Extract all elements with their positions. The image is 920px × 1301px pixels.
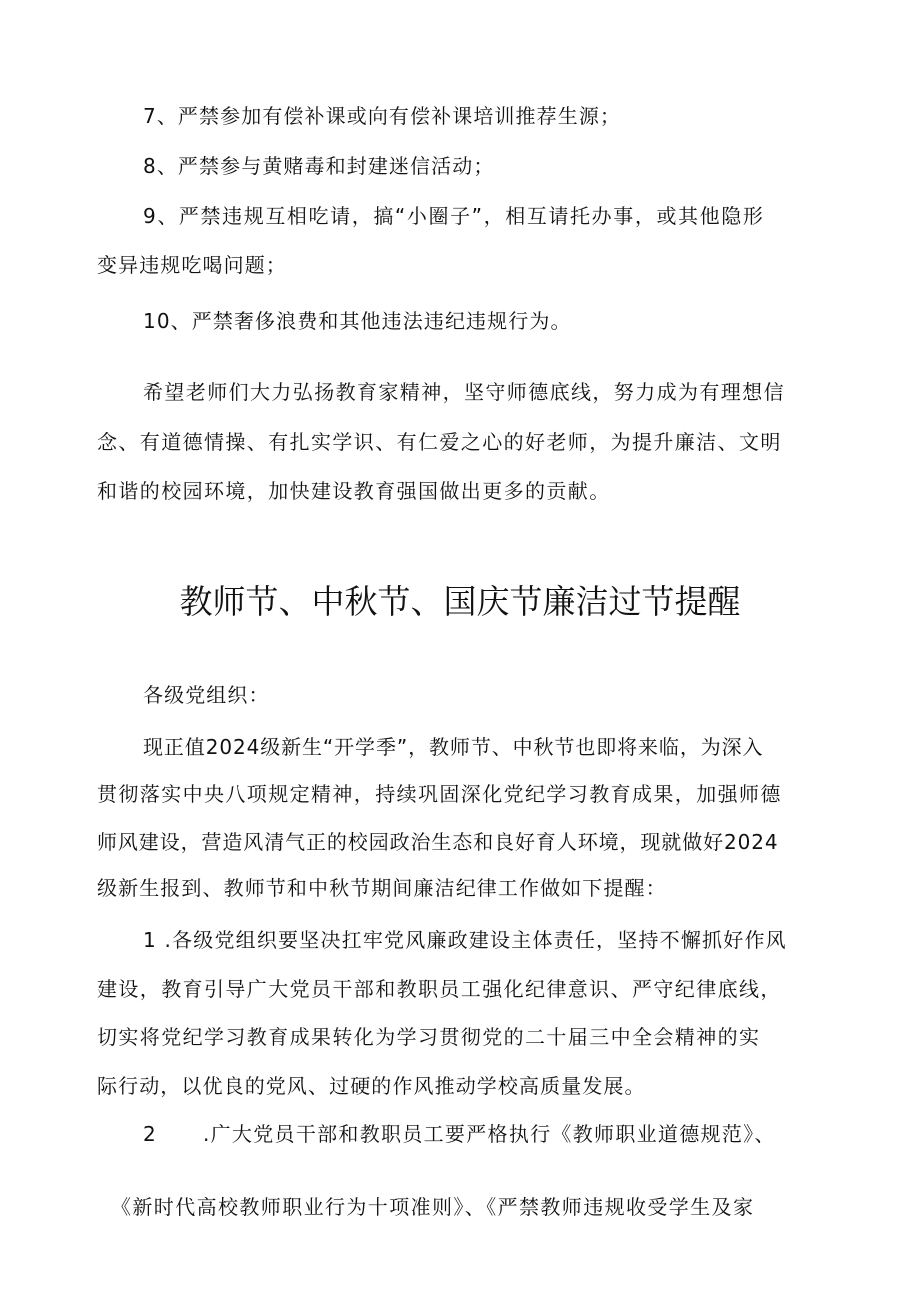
item-1-line-3: 切实将党纪学习教育成果转化为学习贯彻党的二十届三中全会精神的实 bbox=[97, 1025, 761, 1049]
closing-paragraph-line-3: 和谐的校园环境，加快建设教育强国做出更多的贡献。 bbox=[97, 479, 611, 503]
section-title: 教师节、中秋节、国庆节廉洁过节提醒 bbox=[179, 583, 741, 620]
closing-paragraph-line-2: 念、有道德情操、有扎实学识、有仁爱之心的好老师，为提升廉洁、文明 bbox=[97, 430, 782, 454]
intro-paragraph-line-3: 师风建设，营造风清气正的校园政治生态和良好育人环境，现就做好2024 bbox=[97, 830, 779, 854]
item-1-line-2: 建设，教育引导广大党员干部和教职员工强化纪律意识、严守纪律底线， bbox=[97, 977, 782, 1001]
intro-paragraph-line-4: 级新生报到、教师节和中秋节期间廉洁纪律工作做如下提醒： bbox=[97, 876, 667, 900]
intro-paragraph-line-1: 现正值2024级新生“开学季”，教师节、中秋节也即将来临，为深入 bbox=[143, 735, 764, 759]
intro-paragraph-line-2: 贯彻落实中央八项规定精神，持续巩固深化党纪学习教育成果，加强师德 bbox=[97, 782, 782, 806]
rule-8: 8、严禁参与黄赌毒和封建迷信活动； bbox=[143, 154, 495, 178]
salutation: 各级党组织： bbox=[143, 683, 270, 707]
rule-7: 7、严禁参加有偿补课或向有偿补课培训推荐生源； bbox=[143, 104, 622, 128]
item-2-line-2: 《新时代高校教师职业行为十项准则》、《严禁教师违规收受学生及家 bbox=[111, 1195, 755, 1219]
item-1-line-1: 1 .各级党组织要坚决扛牢党风廉政建设主体责任，坚持不懈抓好作风 bbox=[143, 928, 787, 952]
rule-9-line-1: 9、严禁违规互相吃请，搞“小圈子”，相互请托办事，或其他隐形 bbox=[143, 204, 765, 228]
item-2-line-1: 2 .广大党员干部和教职员工要严格执行《教师职业道德规范》、 bbox=[143, 1122, 776, 1146]
rule-9-line-2: 变异违规吃喝问题； bbox=[97, 253, 287, 277]
rule-10: 10、严禁奢侈浪费和其他违法违纪违规行为。 bbox=[143, 309, 572, 333]
item-1-line-4: 际行动，以优良的党风、过硬的作风推动学校高质量发展。 bbox=[97, 1074, 646, 1098]
closing-paragraph-line-1: 希望老师们大力弘扬教育家精神，坚守师德底线，努力成为有理想信 bbox=[143, 380, 785, 404]
